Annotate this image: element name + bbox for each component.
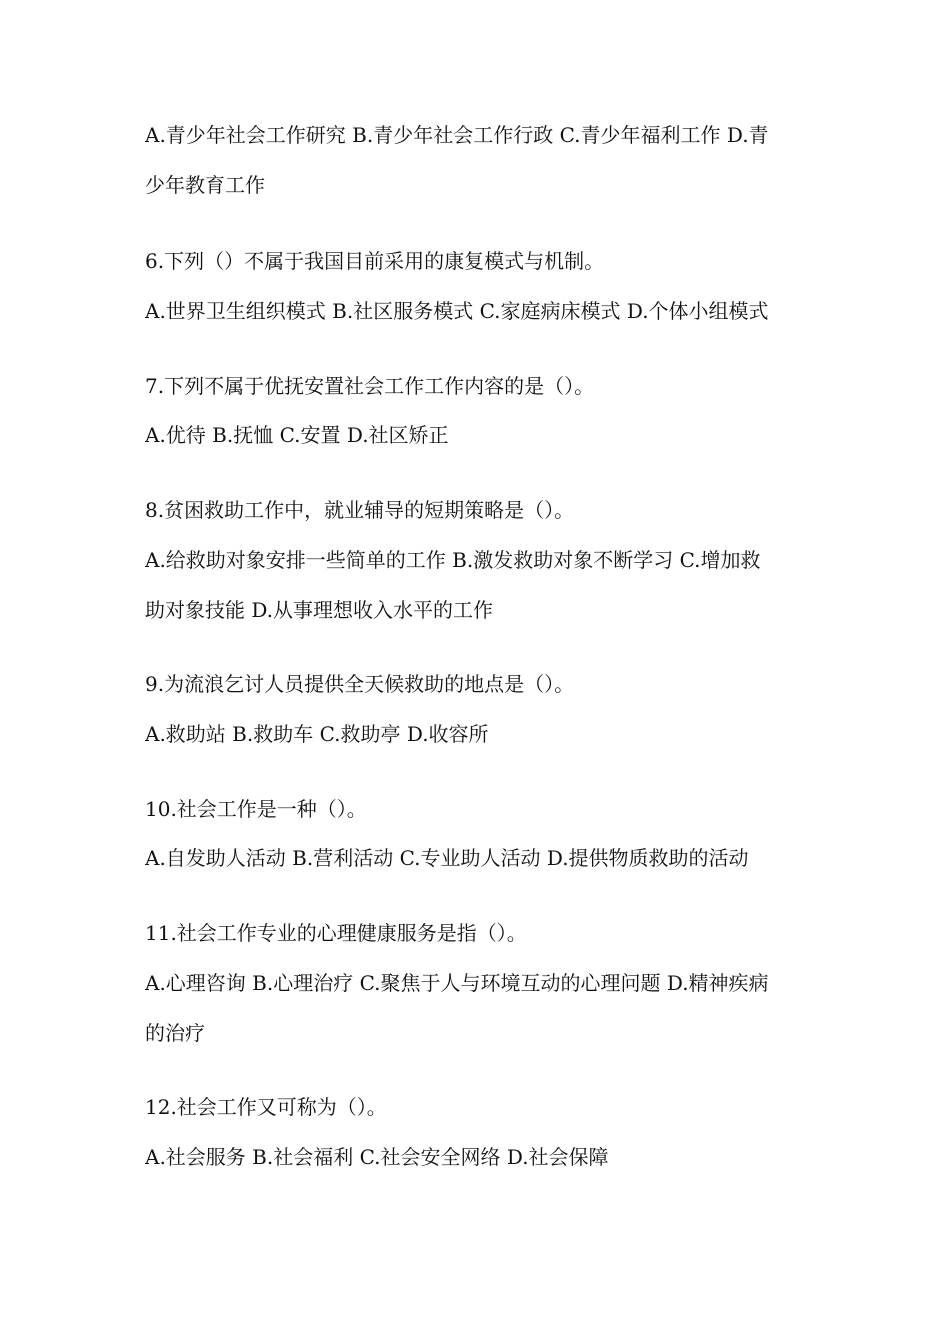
q7-options: A.优待 B.抚恤 C.安置 D.社区矫正 [145, 423, 449, 447]
q8-question: 8.贫困救助工作中，就业辅导的短期策略是（）。 [145, 498, 575, 522]
q7-question: 7.下列不属于优抚安置社会工作工作内容的是（）。 [145, 374, 595, 398]
q11-question: 11.社会工作专业的心理健康服务是指（）。 [145, 921, 527, 945]
q6-options: A.世界卫生组织模式 B.社区服务模式 C.家庭病床模式 D.个体小组模式 [145, 299, 769, 323]
q12-options: A.社会服务 B.社会福利 C.社会安全网络 D.社会保障 [145, 1145, 609, 1169]
q11-options-line-2: 的治疗 [145, 1021, 205, 1045]
q9-options: A.救助站 B.救助车 C.救助亭 D.收容所 [145, 722, 489, 746]
q10-options: A.自发助人活动 B.营利活动 C.专业助人活动 D.提供物质救助的活动 [145, 846, 749, 870]
q8-options-line-2: 助对象技能 D.从事理想收入水平的工作 [145, 598, 494, 622]
q5-options-line-1: A.青少年社会工作研究 B.青少年社会工作行政 C.青少年福利工作 D.青 [145, 123, 769, 147]
q5-options-line-2: 少年教育工作 [145, 173, 265, 197]
q12-question: 12.社会工作又可称为（）。 [145, 1095, 387, 1119]
q6-question: 6.下列（）不属于我国目前采用的康复模式与机制。 [145, 249, 605, 273]
q11-options-line-1: A.心理咨询 B.心理治疗 C.聚焦于人与环境互动的心理问题 D.精神疾病 [145, 971, 769, 995]
q10-question: 10.社会工作是一种（）。 [145, 797, 367, 821]
q9-question: 9.为流浪乞讨人员提供全天候救助的地点是（）。 [145, 672, 575, 696]
q8-options-line-1: A.给救助对象安排一些简单的工作 B.激发救助对象不断学习 C.增加救 [145, 548, 761, 572]
